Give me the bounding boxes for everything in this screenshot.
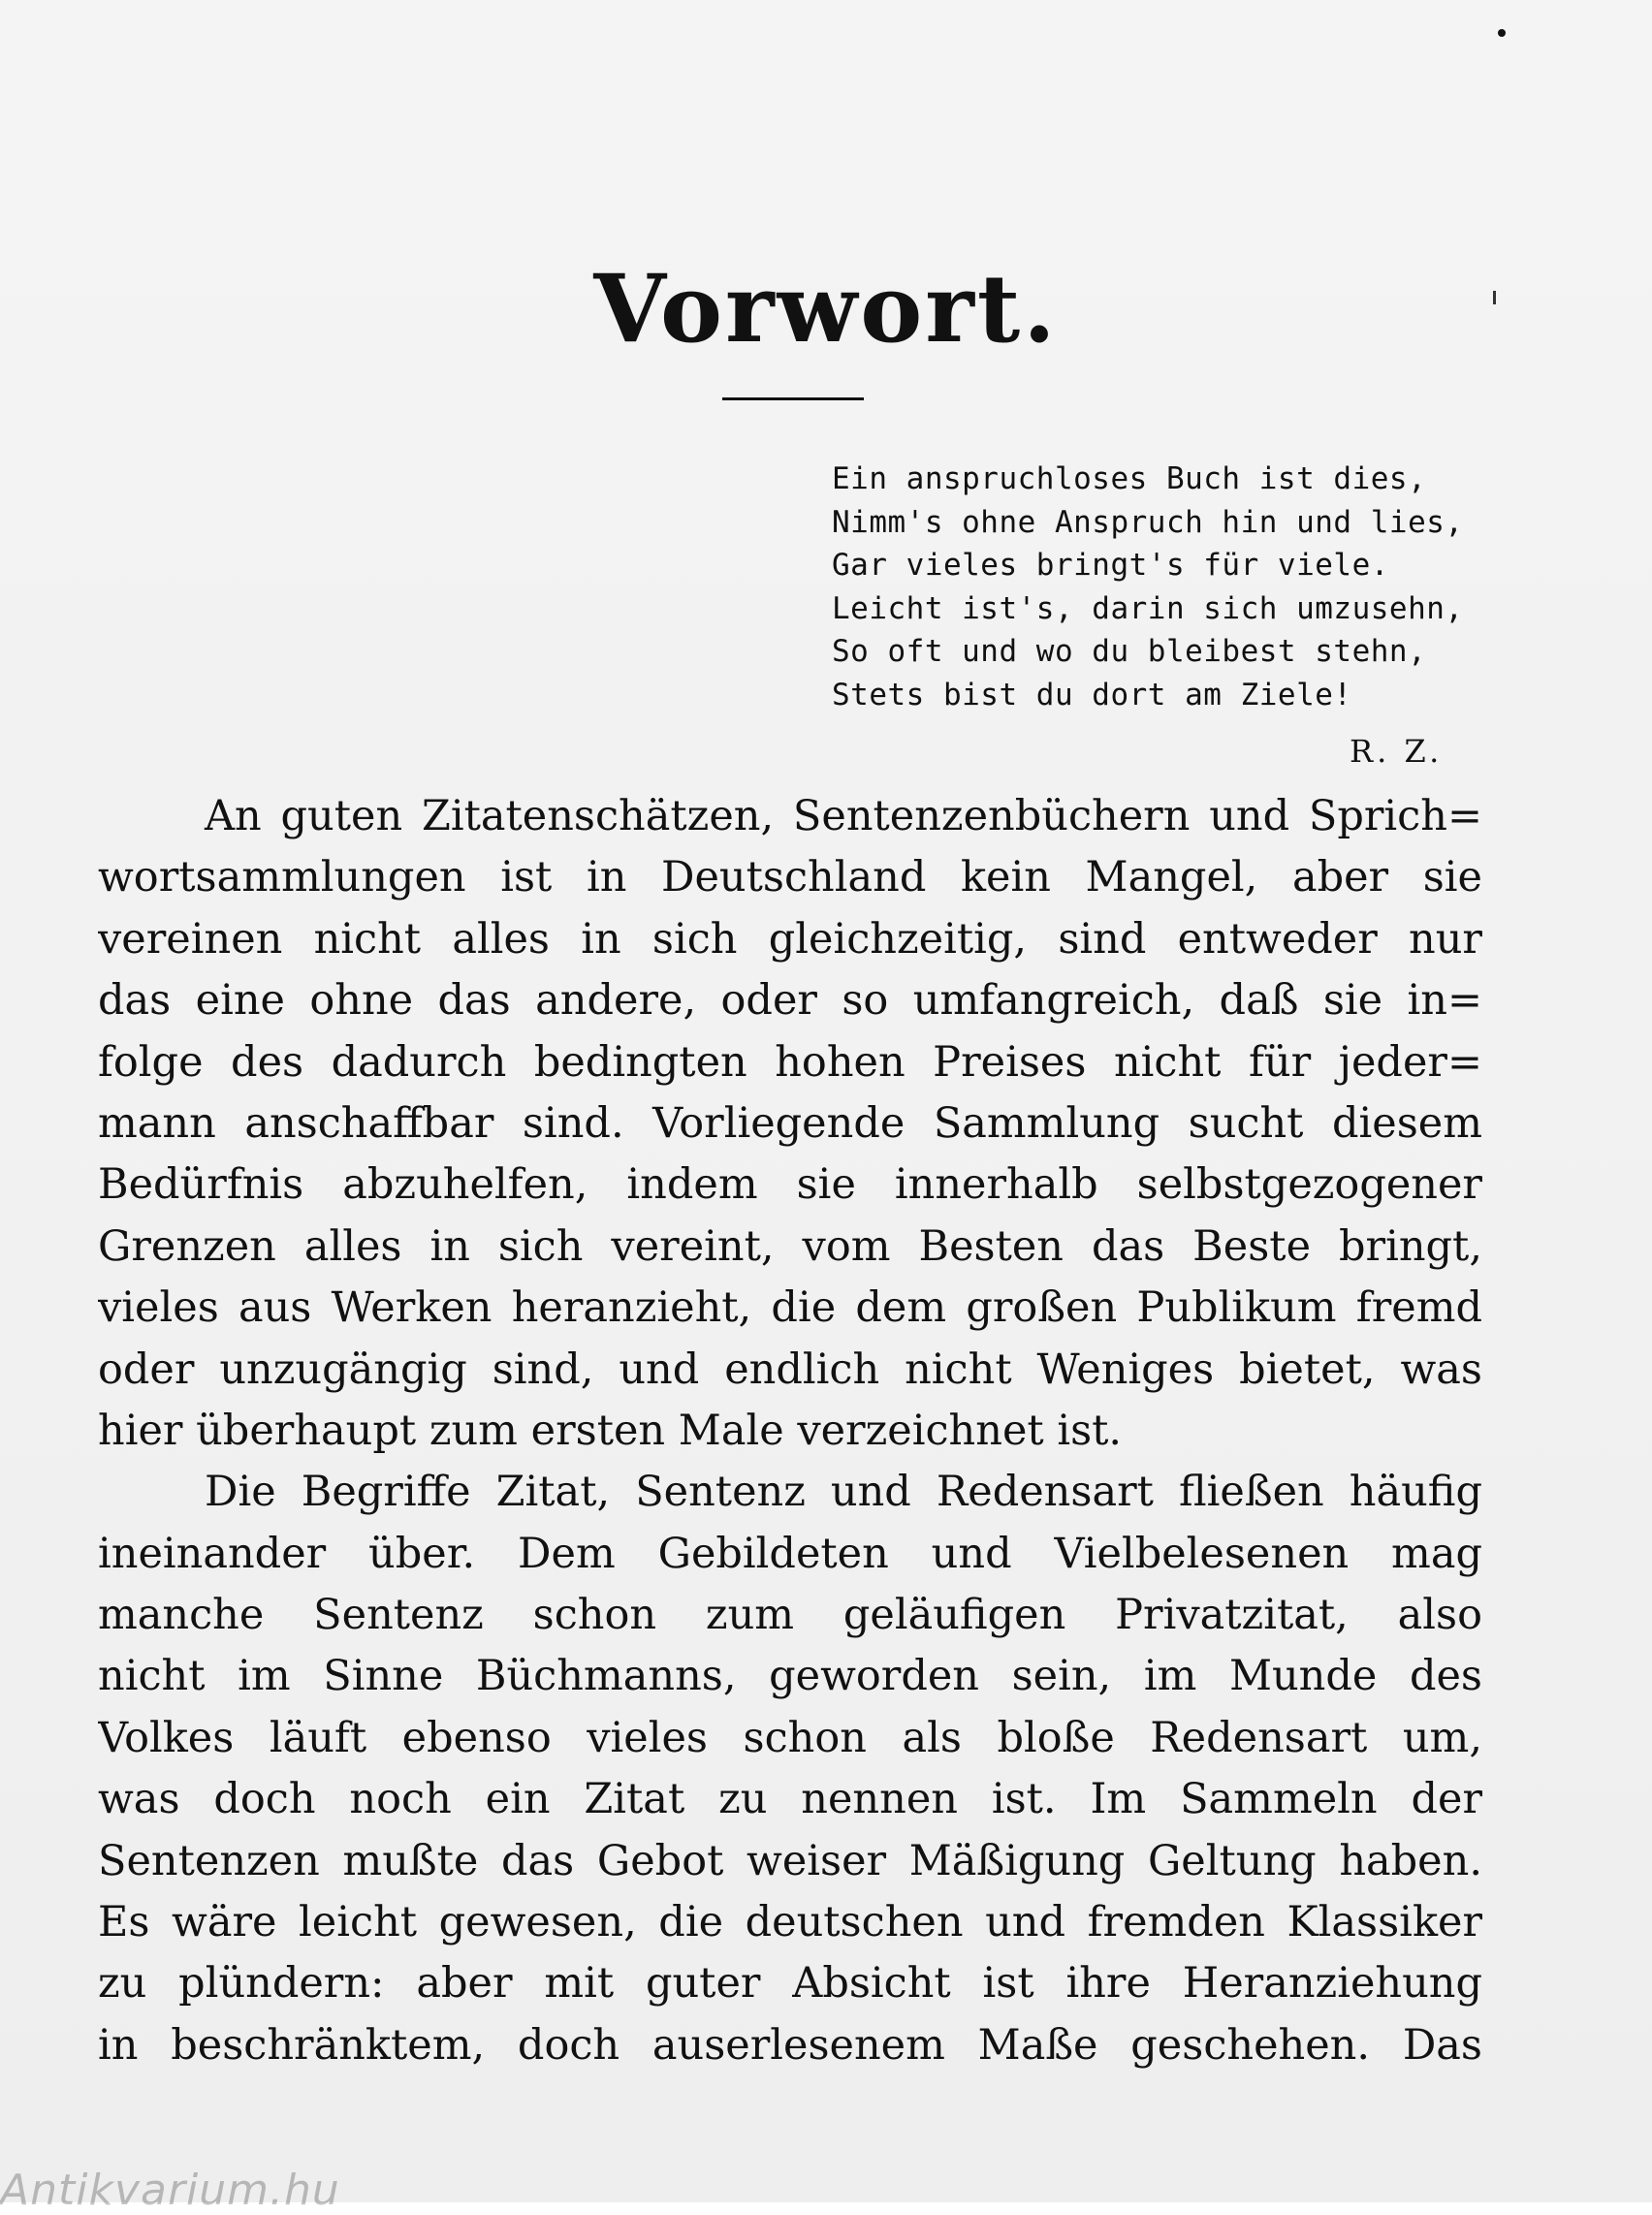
- text-line: vieles aus Werken heranzieht, die dem großen Publikum fremd: [98, 1283, 1482, 1333]
- margin-tick: [1493, 291, 1496, 304]
- title-divider: [722, 397, 864, 400]
- text-line: Grenzen alles in sich vereint, vom Besten das Beste bringt,: [98, 1221, 1482, 1271]
- motto-signature: R. Z.: [1350, 733, 1444, 770]
- text-line: was doch noch ein Zitat zu nennen ist. Im Sammeln der: [98, 1775, 1482, 1824]
- text-line: zu plündern: aber mit guter Absicht ist ihre Heranziehung: [98, 1959, 1482, 2009]
- text-line: An guten Zitatenschätzen, Sentenzenbüchern und Sprich=: [205, 792, 1482, 840]
- text-line: Volkes läuft ebenso vieles schon als bloße Redensart um,: [98, 1713, 1482, 1762]
- paragraph-2: [98, 1462, 1482, 2076]
- text-line: nicht im Sinne Büchmanns, geworden sein, im Munde des: [98, 1652, 1482, 1701]
- motto-line: Nimm's ohne Anspruch hin und lies,: [832, 504, 1464, 540]
- text-line: das eine ohne das andere, oder so umfangreich, daß sie in=: [98, 976, 1482, 1026]
- text-line: oder unzugängig sind, und endlich nicht Weniges bietet, was: [98, 1345, 1482, 1394]
- motto-line: Leicht ist's, darin sich umzusehn,: [832, 590, 1464, 626]
- motto-line: Gar vieles bringt's für viele.: [832, 548, 1389, 583]
- motto-verse: [832, 458, 1510, 716]
- text-line: mann anschaffbar sind. Vorliegende Sammlung sucht diesem: [98, 1098, 1482, 1148]
- text-line: vereinen nicht alles in sich gleichzeitig, sind entweder nur: [98, 914, 1482, 964]
- page-title: Vorwort.: [593, 254, 1059, 364]
- text-line: ineinander über. Dem Gebildeten und Vielbelesenen mag: [98, 1529, 1482, 1578]
- preface-body: [98, 786, 1482, 2076]
- text-line: folge des dadurch bedingten hohen Preises nicht für jeder=: [98, 1037, 1482, 1087]
- motto-line: Stets bist du dort am Ziele!: [832, 677, 1352, 712]
- paragraph-1: [98, 786, 1482, 1462]
- text-line: manche Sentenz schon zum geläufigen Privatzitat, also: [98, 1591, 1482, 1640]
- text-line: Es wäre leicht gewesen, die deutschen und fremden Klassiker: [98, 1898, 1482, 1947]
- text-line: in beschränktem, doch auserlesenem Maße geschehen. Das: [98, 2020, 1482, 2070]
- watermark: Antikvarium.hu: [0, 2166, 340, 2215]
- text-line: Sentenzen mußte das Gebot weiser Mäßigung Geltung haben.: [98, 1836, 1482, 1885]
- motto-line: Ein anspruchloses Buch ist dies,: [832, 461, 1427, 496]
- text-line: Die Begriffe Zitat, Sentenz und Redensart fließen häufig: [205, 1468, 1482, 1517]
- text-line: hier überhaupt zum ersten Male verzeichnet ist.: [98, 1406, 1123, 1455]
- motto-line: So oft und wo du bleibest stehn,: [832, 634, 1427, 669]
- page-mark: [1498, 29, 1506, 37]
- text-line: Bedürfnis abzuhelfen, indem sie innerhalb selbstgezogener: [98, 1160, 1482, 1210]
- text-line: wortsammlungen ist in Deutschland kein Mangel, aber sie: [98, 853, 1482, 902]
